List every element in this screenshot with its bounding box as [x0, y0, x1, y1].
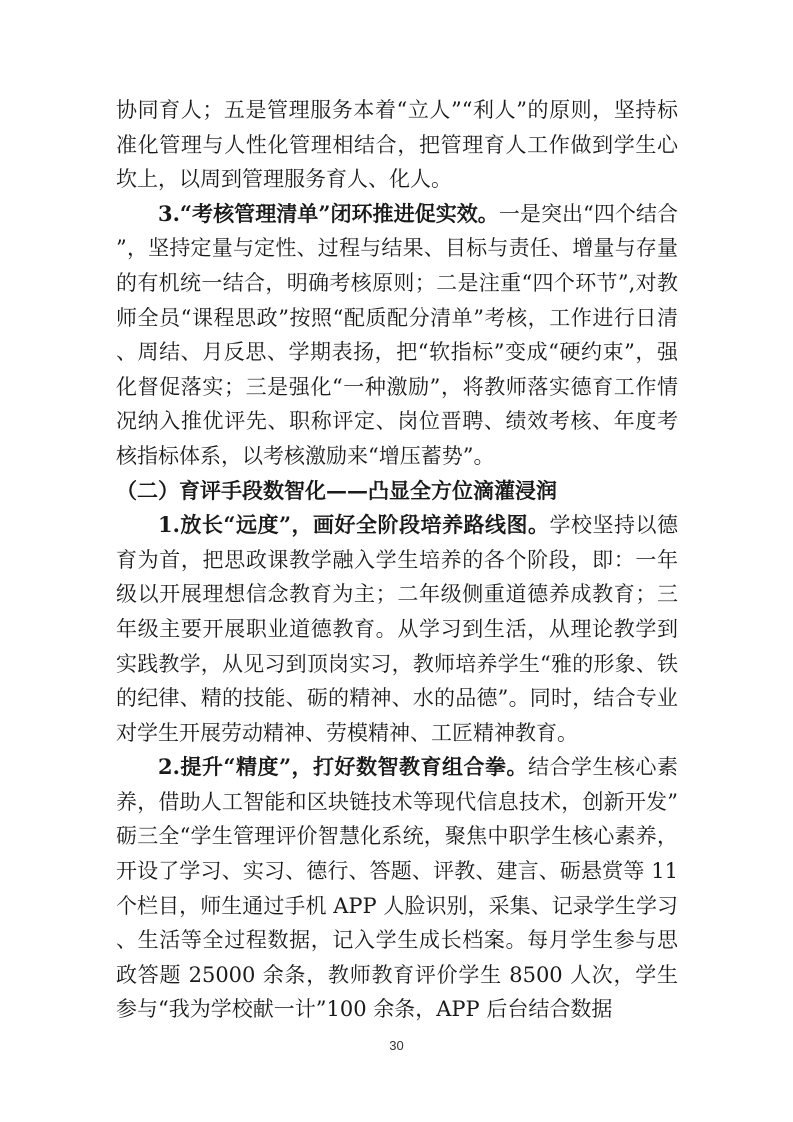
paragraph-4-lead: 2.提升“精度”，打好数智教育组合拳。: [158, 754, 529, 780]
section-heading: （二）育评手段数智化——凸显全方位滴灌浸润: [116, 477, 557, 503]
paragraph-1: [116, 93, 678, 197]
paragraph-1-text: 协同育人；五是管理服务本着“立人”“利人”的原则，坚持标准化管理与人性化管理相结合，把管理育人工作做到学生心坎上，以周到管理服务育人、化人。: [116, 98, 678, 192]
paragraph-2-lead: 3.“考核管理清单”闭环推进促实效。: [158, 200, 499, 226]
page-number: 30: [389, 1038, 404, 1053]
document-body: [116, 93, 678, 1027]
paragraph-4: [116, 750, 678, 1027]
paragraph-3-lead: 1.放长“远度”，画好全阶段培养路线图。: [158, 512, 550, 538]
paragraph-2-text: 一是突出“四个结合”，坚持定量与定性、过程与结果、目标与责任、增量与存量的有机统一结合，明确考核原则；二是注重“四个环节”,对教师全员“课程思政”按照“配质配分清单”考核，工作进行日清、周结、月反思、学期表扬，把“软指标”变成“硬约束”，强化督促落实；三是强化“一种激励”，将教师落实德育工作情况纳入推优评先、职称评定、岗位晋聘、绩效考核、年度考核指标体系，以考核激励来“增压蓄势”。: [116, 201, 678, 468]
paragraph-3: [116, 508, 678, 750]
paragraph-4-text: 结合学生核心素养，借助人工智能和区块链技术等现代信息技术，创新开发”砺三全“学生管理评价智慧化系统，聚焦中职学生核心素养，开设了学习、实习、德行、答题、评教、建言、砺悬赏等 11 个栏目，师生通过手机 APP 人脸识别，采集、记录学生学习、生活等全过程数据，记入学生成长档案。每月学生参与思政答题 25000 余条，教师教育评价学生 8500 人次，学生参与“我为学校献一计”100 余条，APP 后台结合数据: [116, 755, 678, 1022]
paragraph-3-text: 学校坚持以德育为首，把思政课教学融入学生培养的各个阶段，即：一年级以开展理想信念教育为主；二年级侧重道德养成教育；三年级主要开展职业道德教育。从学习到生活，从理论教学到实践教学，从见习到顶岗实习，教师培养学生“雅的形象、铁的纪律、精的技能、砺的精神、水的品德”。同时，结合专业对学生开展劳动精神、劳模精神、工匠精神教育。: [116, 513, 678, 745]
paragraph-2: [116, 197, 678, 474]
